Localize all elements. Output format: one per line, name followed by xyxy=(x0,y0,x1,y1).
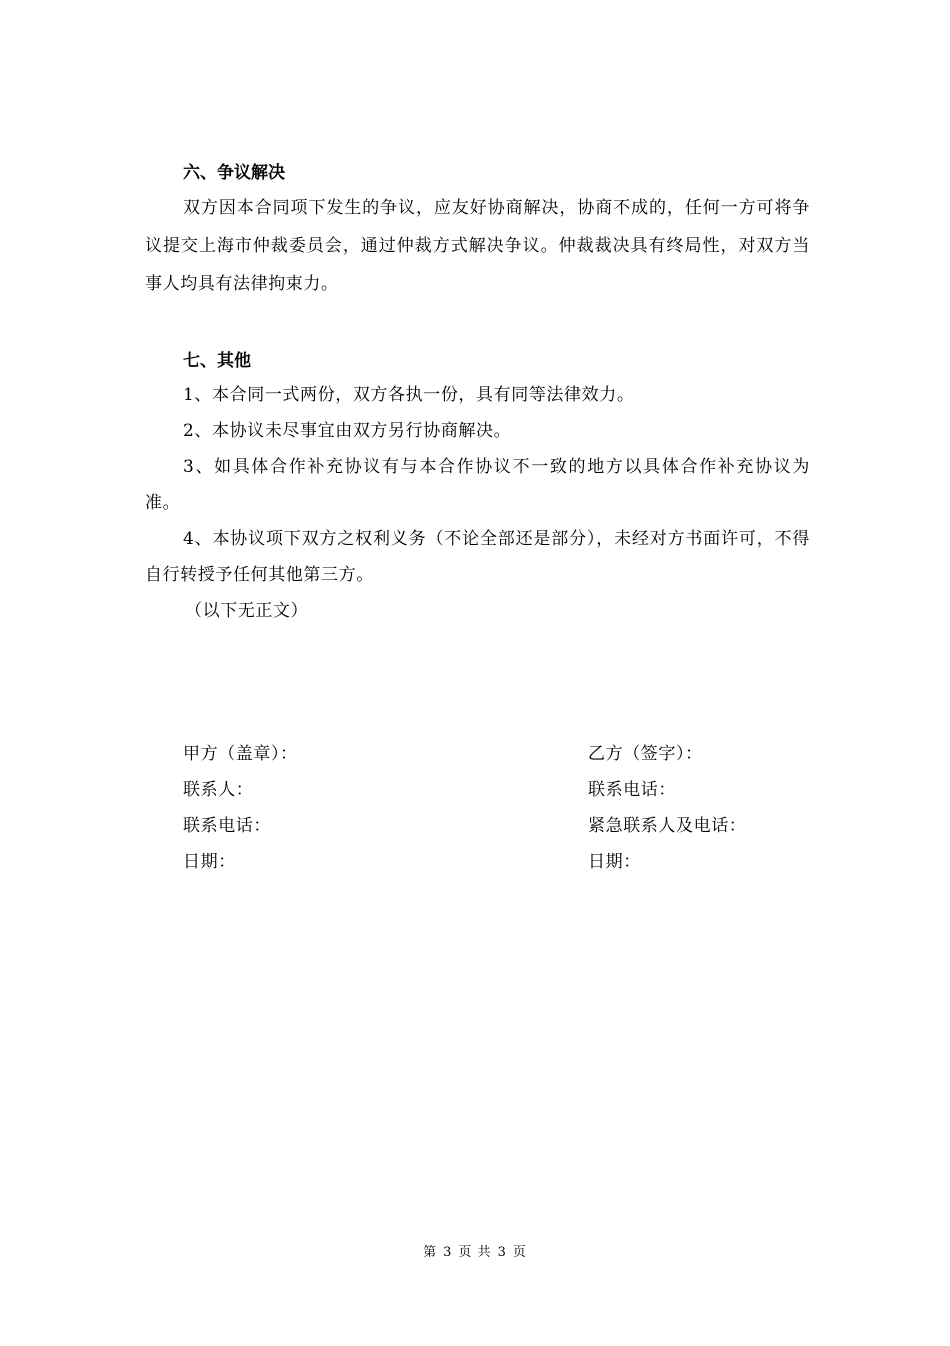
signature-block xyxy=(183,736,783,886)
party-b-title: 乙方（签字）： xyxy=(588,744,703,764)
party-b-signature xyxy=(588,736,746,880)
section-7-item-3: 3、如具体合作补充协议有与本合作协议不一致的地方以具体合作补充协议为准。 xyxy=(145,457,810,513)
party-a-date: 日期： xyxy=(183,852,236,872)
document-body xyxy=(145,157,810,629)
party-a-phone: 联系电话： xyxy=(183,816,271,836)
party-a-title: 甲方（盖章）： xyxy=(183,744,298,764)
footer-current-page: 3 xyxy=(443,1245,453,1260)
party-a-signature xyxy=(183,736,298,880)
section-7-item-4: 4、本协议项下双方之权利义务（不论全部还是部分），未经对方书面许可，不得自行转授予任何其他第三方。 xyxy=(145,529,810,585)
party-b-emergency-contact: 紧急联系人及电话： xyxy=(588,816,747,836)
footer-total-pages: 3 xyxy=(497,1245,507,1260)
page-footer xyxy=(0,1241,950,1260)
footer-suffix: 页 xyxy=(512,1245,527,1260)
section-7-heading: 七、其他 xyxy=(183,351,251,371)
party-b-date: 日期： xyxy=(588,852,641,872)
footer-middle: 页 共 xyxy=(458,1245,492,1260)
section-spacer xyxy=(145,303,810,345)
party-b-phone: 联系电话： xyxy=(588,780,676,800)
end-of-text-note: （以下无正文） xyxy=(185,601,309,621)
footer-prefix: 第 xyxy=(423,1245,438,1260)
section-6-body: 双方因本合同项下发生的争议，应友好协商解决，协商不成的，任何一方可将争议提交上海市仲裁委员会，通过仲裁方式解决争议。仲裁裁决具有终局性，对双方当事人均具有法律拘束力。 xyxy=(145,198,810,294)
section-7-item-2: 2、本协议未尽事宜由双方另行协商解决。 xyxy=(183,421,512,441)
section-7-item-1: 1、本合同一式两份，双方各执一份，具有同等法律效力。 xyxy=(183,385,635,405)
section-6-heading: 六、争议解决 xyxy=(183,163,285,183)
party-a-contact: 联系人： xyxy=(183,780,254,800)
